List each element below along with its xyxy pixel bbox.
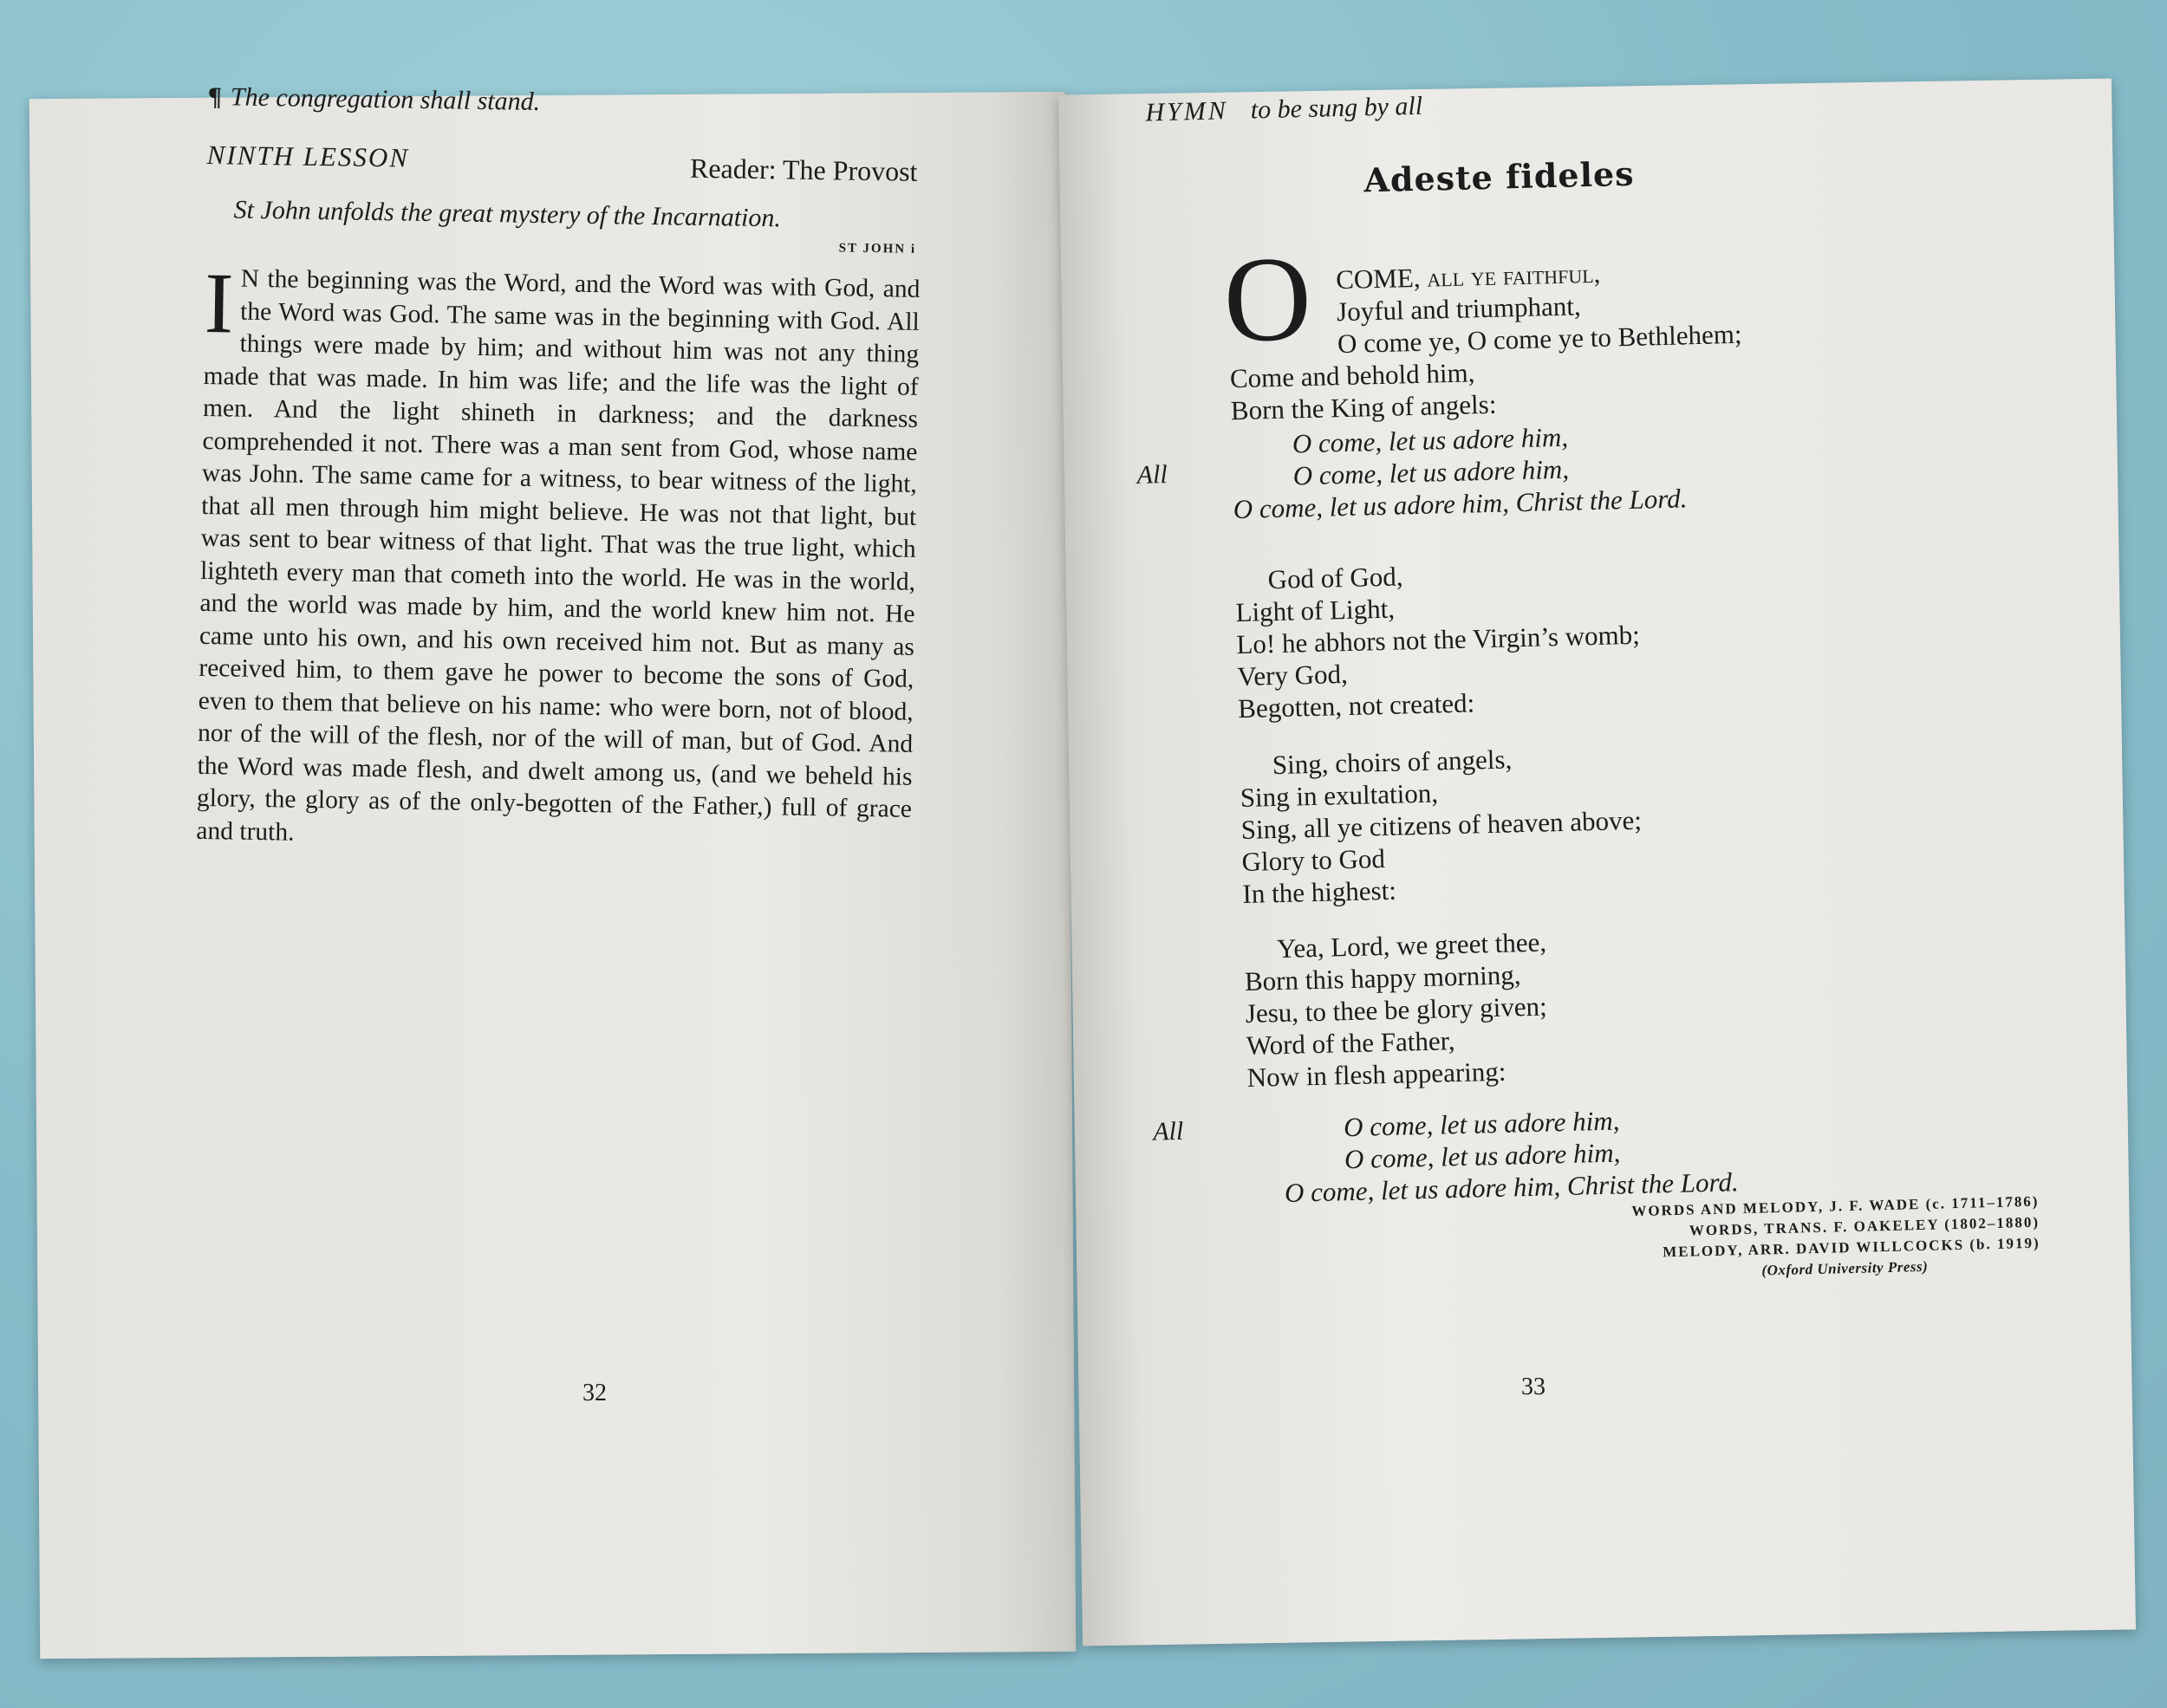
verse-line: Born this happy morning,: [1244, 959, 1521, 997]
credit-line: MELODY, ARR. DAVID WILLCOCKS (b. 1919): [1662, 1234, 2040, 1261]
refrain-line: O come, let us adore him,: [1292, 453, 1570, 491]
verse-line: O come ye, O come ye to Bethlehem;: [1337, 318, 1742, 360]
credit-line: WORDS, TRANS. F. OAKELEY (1802–1880): [1689, 1213, 2040, 1239]
pilcrow-icon: ¶: [207, 82, 223, 112]
refrain-line: O come, let us adore him, Christ the Lord.: [1284, 1166, 1740, 1208]
verse-line: Now in flesh appearing:: [1246, 1055, 1506, 1093]
all-label: All: [1152, 1116, 1184, 1146]
verse-2: [1234, 555, 1642, 724]
lesson-reader: Reader: The Provost: [689, 152, 918, 187]
publisher: (Oxford University Press): [1761, 1257, 1929, 1279]
verse-line: Jesu, to thee be glory given;: [1245, 990, 1548, 1029]
rubric: [207, 82, 540, 117]
refrain-line: O come, let us adore him,: [1343, 1105, 1620, 1143]
lesson-body-text: N the beginning was the Word, and the Word was with God, and the Word was God. The same was in the beginning with God. All things were made by him; and without him was not any thing made that was made. In him was life; and the life was the light of men. And the light shineth in darkness; and the darkness comprehended it not. There was a man sent from God, whose name was John. The same came for a witness, to bear witness of the light, that all men through him might believe. He was not that light, but was sent to bear witness of that light. That was the true light, which lighteth every man that cometh into the world. He was in the world, and the world was made by him, and the world knew him not. He came unto his own, and his own received him not. But as many as received him, to them gave he power to become the sons of God, even to them that believe on his name: who were born, not of blood, nor of the will of the flesh, nor of the will of man, but of God. And the Word was made flesh, and dwelt among us, (and we beheld his glory, the glory as of the only-begotten of the Father,) full of grace and truth.: [196, 264, 921, 847]
verse-line: Joyful and triumphant,: [1336, 290, 1582, 328]
refrain-1: [1231, 418, 1687, 525]
verse-line: In the highest:: [1242, 874, 1397, 910]
lesson-body: [196, 254, 921, 859]
verse-line: Born the King of angels:: [1230, 388, 1497, 426]
page-number-right: 33: [1521, 1374, 1546, 1400]
verse-line: Sing, choirs of angels,: [1272, 744, 1513, 781]
page-number-left: 32: [582, 1380, 607, 1406]
scripture-reference: ST JOHN i: [838, 241, 917, 257]
hymn-instruction: to be sung by all: [1250, 91, 1423, 125]
verse-line: Yea, Lord, we greet thee,: [1276, 926, 1547, 964]
hymn-credits: [1519, 1192, 2040, 1288]
hymn-title: Adeste fideles: [1363, 153, 1636, 200]
refrain-line: O come, let us adore him,: [1344, 1137, 1621, 1175]
refrain-line: O come, let us adore him, Christ the Lord.: [1233, 483, 1688, 525]
verse-line: Begotten, not created:: [1237, 687, 1475, 724]
verse-line: Lo! he abhors not the Virgin’s womb;: [1236, 619, 1641, 660]
verse-line: Glory to God: [1241, 843, 1386, 878]
drop-cap: O: [1221, 231, 1313, 368]
verse-line: Come and behold him,: [1229, 357, 1475, 394]
drop-cap: I: [204, 254, 235, 352]
lesson-summary: St John unfolds the great mystery of the Incarnation.: [233, 195, 782, 233]
verse-line: God of God,: [1267, 561, 1403, 595]
verse-line: Very God,: [1236, 658, 1349, 692]
verse-line: Word of the Father,: [1246, 1025, 1455, 1061]
verse-line: Light of Light,: [1235, 593, 1396, 628]
verse-line: Sing in exultation,: [1240, 777, 1439, 814]
rubric-text: The congregation shall stand.: [230, 82, 541, 117]
verse-line: COME, all ye faithful,: [1335, 257, 1601, 295]
verse-line: Sing, all ye citizens of heaven above;: [1240, 804, 1643, 846]
credit-line: WORDS AND MELODY, J. F. WADE (c. 1711–1786): [1631, 1192, 2040, 1220]
verse-4: [1244, 925, 1550, 1093]
hymn-label: HYMN: [1145, 96, 1229, 127]
lesson-title: NINTH LESSON: [206, 139, 410, 173]
verse-3: [1239, 740, 1643, 910]
all-label: All: [1136, 460, 1168, 490]
verse-1: [1227, 254, 1744, 426]
refrain-line: O come, let us adore him,: [1292, 421, 1569, 459]
refrain-2: [1283, 1101, 1739, 1209]
